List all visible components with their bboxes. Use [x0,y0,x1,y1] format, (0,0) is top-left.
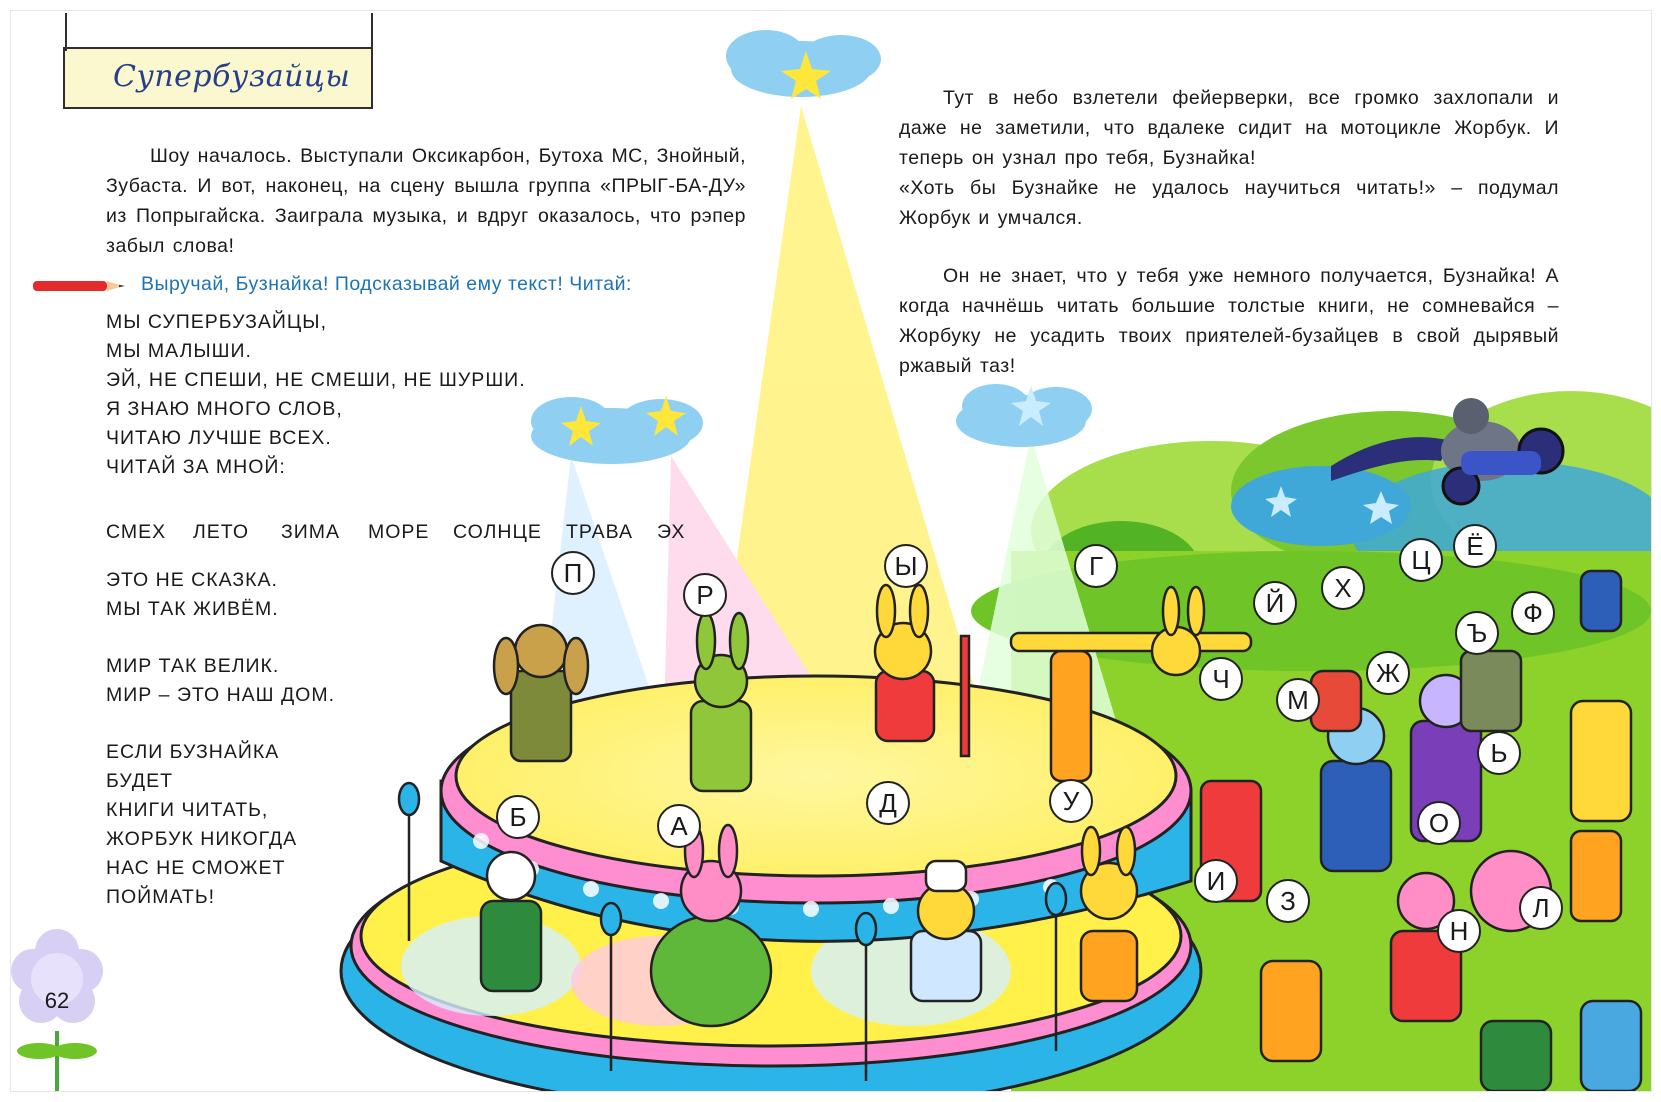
letter-bubble: М [1276,678,1320,722]
letter-bubble: Х [1321,566,1365,610]
story-paragraph-2: Он не знает, что у тебя уже немного получается, Бузнайка! А когда начнёшь читать большие толстые книги, не сомневайся – Жорбуку не усадить твоих приятелей-бузайцев в свой дырявый ржавый таз! [899,265,1559,377]
poem-line: МЫ СУПЕРБУЗАЙЦЫ, [106,311,327,333]
page-number: 62 [44,988,70,1013]
story-text: Тут в небо взлетели фейерверки, все громко захлопали и даже не заметили, что вдалеке сидит на мотоцикле Жорбук. И теперь он узнал про тебя, Бузнайка! [899,87,1559,169]
red-pencil-icon [33,278,129,294]
letter-bubble: Ц [1399,538,1443,582]
banner-strap [65,13,67,51]
poem-line: ЕСЛИ БУЗНАЙКА [106,741,280,763]
letter-bubble: Л [1519,886,1563,930]
letter-bubble: Ы [884,544,928,588]
letter-bubble: Й [1253,581,1297,625]
letter-bubble: Н [1437,909,1481,953]
letter-bubble: А [657,804,701,848]
letter-bubble: Р [683,573,727,617]
intro-paragraph: Шоу началось. Выступали Оксикарбон, Бутоха МС, Знойный, Зубаста. И вот, наконец, на сцену вышла группа «ПРЫГ-БА-ДУ» из Попрыгайска. Заиграла музыка, и вдруг оказалось, что рэпер забыл слова! [106,145,746,257]
poem-line: БУДЕТ [106,770,173,792]
prompt-text: Выручай, Бузнайка! Подсказывай ему текст! Читай: [141,273,632,295]
poem-line: МИР ТАК ВЕЛИК. [106,655,280,677]
word-item: СОЛНЦЕ [453,521,542,543]
letter-bubble: Ж [1366,651,1410,695]
poem-line: КНИГИ ЧИТАТЬ, [106,799,269,821]
letter-bubble: Ё [1453,524,1497,568]
book-page [10,10,1652,1092]
letter-bubble: Ъ [1455,611,1499,655]
letter-bubble: Д [866,781,910,825]
word-item: ЭХ [657,521,686,543]
letter-bubble: У [1049,779,1093,823]
letter-bubble: З [1266,879,1310,923]
word-item: ЗИМА [281,521,341,543]
letter-bubble: И [1194,859,1238,903]
poem-line: МЫ ТАК ЖИВЁМ. [106,598,279,620]
letter-bubble: Ф [1511,591,1555,635]
poem-line: Я ЗНАЮ МНОГО СЛОВ, [106,398,343,420]
poem-line: НАС НЕ СМОЖЕТ [106,857,286,879]
poem-line: ПОЙМАТЬ! [106,886,216,908]
word-item: МОРЕ [368,521,430,543]
poem-line: МЫ МАЛЫШИ. [106,340,252,362]
page-title: Супербузайцы [113,59,351,94]
letter-bubble: Б [496,795,540,839]
story-paragraph-1 [899,83,1559,233]
poem-line: ЭЙ, НЕ СПЕШИ, НЕ СМЕШИ, НЕ ШУРШИ. [106,369,526,391]
letter-bubble: П [551,551,595,595]
letter-bubble: Г [1074,544,1118,588]
story-quote: «Хоть бы Бузнайке не удалось научиться читать!» – подумал Жорбук и умчался. [899,177,1559,229]
poem-line: ЖОРБУК НИКОГДА [106,828,298,850]
letter-bubble: О [1417,801,1461,845]
banner-strap [371,13,373,51]
title-banner [63,47,373,109]
poem-line: ЧИТАЮ ЛУЧШЕ ВСЕХ. [106,427,332,449]
word-item: ЛЕТО [193,521,250,543]
poem-line: МИР – ЭТО НАШ ДОМ. [106,684,335,706]
word-item: СМЕХ [106,521,167,543]
poem-line: ЭТО НЕ СКАЗКА. [106,569,278,591]
word-item: ТРАВА [566,521,633,543]
letter-bubble: Ч [1199,657,1243,701]
poem-line: ЧИТАЙ ЗА МНОЙ: [106,456,286,478]
letter-bubble: Ь [1477,731,1521,775]
